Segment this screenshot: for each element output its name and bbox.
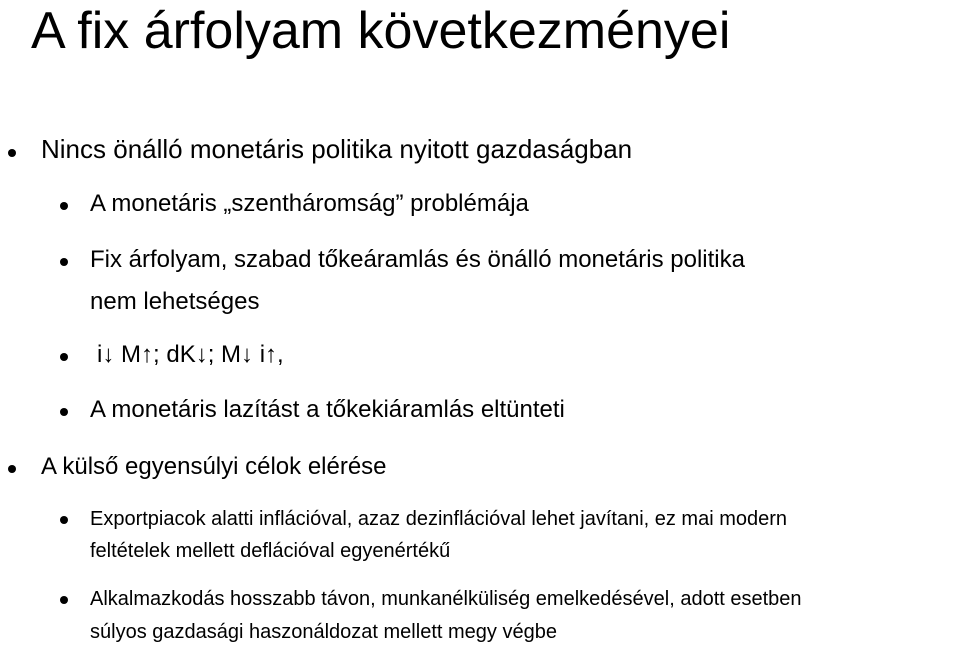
bullet-text: Nincs önálló monetáris politika nyitott gazdaságban: [41, 134, 633, 164]
slide-title: A fix árfolyam következményei: [31, 2, 731, 60]
bullet-dot: [60, 596, 68, 604]
bullet-text-line1: Fix árfolyam, szabad tőkeáramlás és önálló monetáris politika: [90, 246, 745, 273]
formula-var-m: ; M: [207, 341, 242, 368]
arrow-down-icon: ↓: [241, 341, 254, 368]
bullet-dot: [60, 516, 68, 524]
bullet-dot: [60, 202, 68, 210]
bullet-text: A monetáris lazítást a tőkekiáramlás eltünteti: [90, 396, 565, 423]
formula-var-i: i: [97, 341, 103, 368]
bullet-dot: [60, 408, 68, 416]
arrow-down-icon: ↓: [195, 341, 208, 368]
formula-line: [97, 341, 284, 369]
bullet-text-line1: Alkalmazkodás hosszabb távon, munkanélküliség emelkedésével, adott esetben: [90, 588, 802, 610]
bullet-text-line2: feltételek mellett deflációval egyenértékű: [90, 540, 451, 562]
arrow-up-icon: ↑: [265, 341, 278, 368]
bullet-text-line2: nem lehetséges: [90, 288, 260, 315]
formula-var-m: M: [114, 341, 142, 368]
bullet-dot: [60, 353, 68, 361]
formula-var-i: i: [253, 341, 266, 368]
bullet-dot: [8, 149, 16, 157]
formula-var-dk: ; dK: [153, 341, 196, 368]
bullet-text: A külső egyensúlyi célok elérése: [41, 453, 387, 480]
arrow-down-icon: ↓: [102, 341, 115, 368]
arrow-up-icon: ↑: [141, 341, 154, 368]
bullet-text: A monetáris „szentháromság” problémája: [90, 190, 529, 217]
bullet-dot: [60, 258, 68, 266]
bullet-text-line1: Exportpiacok alatti inflációval, azaz dezinflációval lehet javítani, ez mai modern: [90, 508, 788, 530]
bullet-dot: [8, 465, 16, 473]
bullet-text-line2: súlyos gazdasági haszonáldozat mellett megy végbe: [90, 621, 557, 643]
formula-comma: ,: [277, 341, 284, 368]
